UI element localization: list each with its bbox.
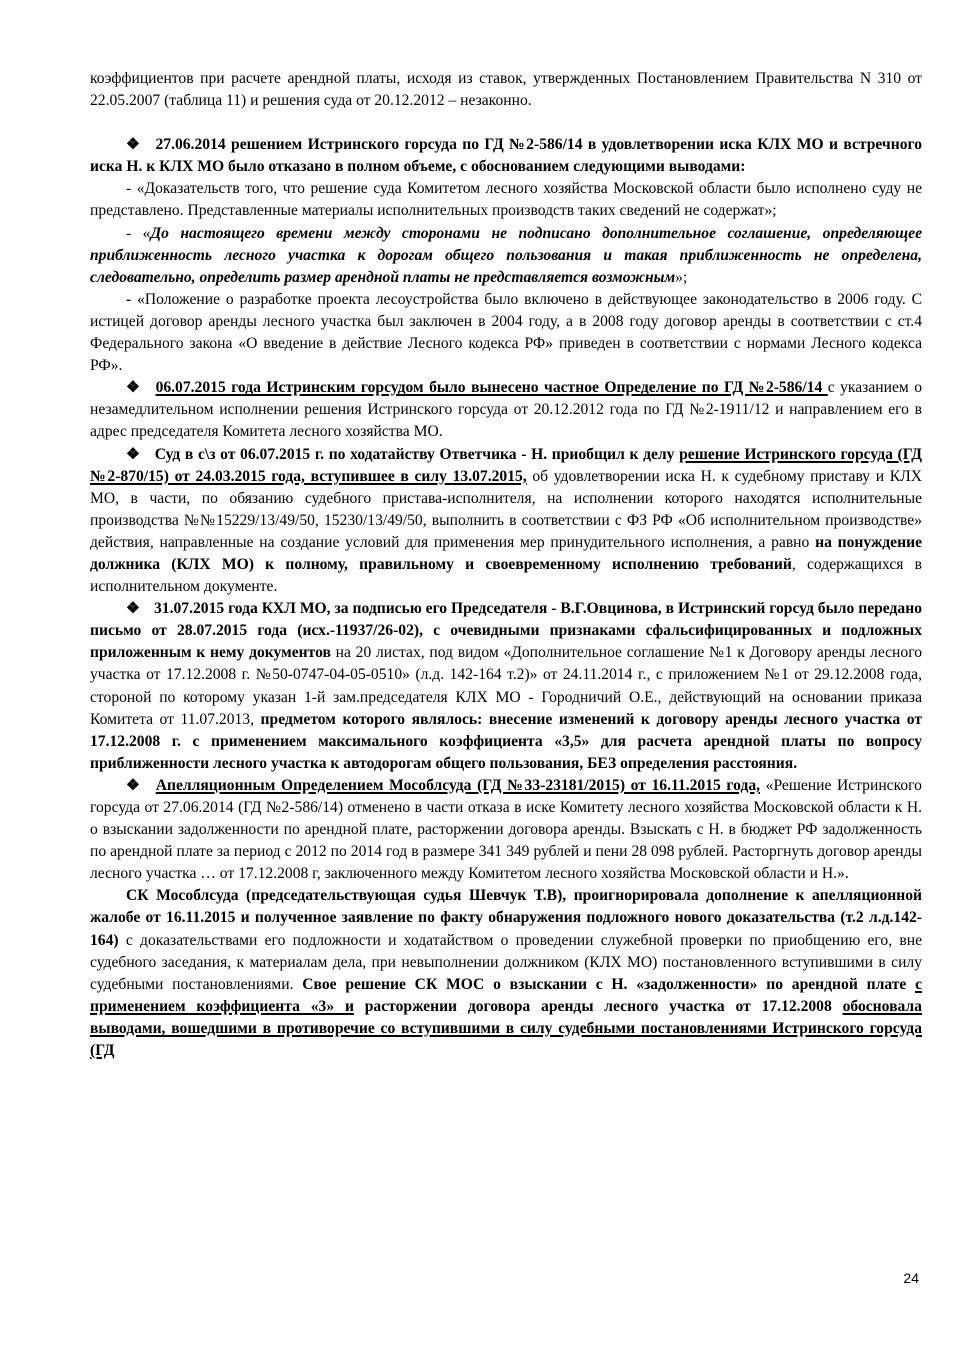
text: - «Доказательств того, что решение суда Комитетом лесного хозяйства Московской области было исполнено суду не представлено. Представленные материалы исполнительных производств таких сведений не содержат»; [90, 180, 922, 220]
paragraph-appeal [90, 775, 922, 885]
text-bold: Свое решение СК МОС о взыскании с Н. «задолженности» по арендной плате [302, 975, 916, 993]
text-bold-underline: решение Истринского горсуда (ГД №2-870/15) от 24.03.2015 года, вступившее в силу 13.07.2015, [90, 445, 922, 485]
diamond-bullet-icon: ❖ [126, 600, 140, 618]
paragraph-sk-mosoblsud [90, 885, 922, 1062]
text: коэффициентов при расчете арендной платы, исходя из ставок, утвержденных Постановлением Правительства N 310 от 22.05.2007 (таблица 11) и решения суда от 20.12.2012 – незаконно. [90, 70, 922, 110]
paragraph-quote-2 [90, 223, 922, 289]
paragraph-court-session [90, 444, 922, 599]
text-bold-underline: 06.07.2015 года Истринским горсудом было вынесено частное Определение по ГД №2-586/14 [155, 379, 828, 397]
text-bold: 27.06.2014 решением Истринского горсуда по ГД №2-586/14 в удовлетворении иска КЛХ МО и встречного иска Н. к КЛХ МО было отказано в полном объеме, с обоснованием следующими выводами: [90, 136, 922, 176]
paragraph-letter [90, 598, 922, 775]
text-bold: расторжении договора аренды лесного участка от 17.12.2008 [353, 997, 843, 1015]
paragraph-private-ruling [90, 377, 922, 443]
diamond-bullet-icon: ❖ [126, 136, 142, 154]
text-bold-underline: обосновала выводами, вошедшими в противоречие со вступившими в силу судебными постановлениями Истринского горсуда (ГД [90, 997, 922, 1060]
paragraph-continuation [90, 68, 922, 112]
text: «Решение Истринского горсуда от 27.06.2014 (ГД №2-586/14) отменено в части отказа в иске Комитету лесного хозяйства Московской области к Н. о взыскании задолженности по арендной плате, расторжении договора аренды. Взыскать с Н. в бюджет РФ задолженность по арендной плате за период с 2012 по 2014 год в размере 341 349 рублей и пени 28 098 рублей. Расторгнуть договор аренды лесного участка … от 17.12.2008 г, заключенного между Комитетом лесного хозяйства Московской области и Н.». [90, 776, 922, 883]
blank-line [90, 112, 922, 134]
text: на 20 листах, под видом «Дополнительное соглашение №1 к Договору аренды лесного участка от 17.12.2008 г. №50-0747-04-05-0510» (л.д. 142-164 т.2)» от 24.11.2014 г., с приложением №1 от 29.12.2008 года, стороной по которому указан 1-й зам.председателя КЛХ МО - Городничий О.Е., действующий на основании приказа Комитета от 11.07.2013, [90, 644, 922, 728]
text-bold-underline: Апелляционным Определением Мособлсуда (ГД №33-23181/2015) от 16.11.2015 года, [155, 776, 761, 794]
text: »; [675, 268, 688, 286]
text-bold-italic: До настоящего времени между сторонами не подписано дополнительное соглашение, определяющее приближенность лесного участка к дорогам общего пользования и такая приближенность не определена, следовательно, определить размер арендной платы не представляется возможным [90, 224, 922, 286]
text-bold: СК Мособлсуда (председательствующая судья Шевчук Т.В), проигнорировала дополнение к апелляционной жалобе от 16.11.2015 и полученное заявление по факту обнаружения подложного нового доказательства (т.2 л.д.142-164) [90, 887, 922, 949]
text: - « [126, 224, 151, 242]
paragraph-quote-1 [90, 178, 922, 222]
paragraph-ruling-2014 [90, 134, 922, 178]
text-bold: на понуждение должника (КЛХ МО) к полному, правильному и своевременному исполнению требований [90, 533, 922, 573]
diamond-bullet-icon: ❖ [126, 379, 142, 397]
text: с указанием о незамедлительном исполнении решения Истринского горсуда от 20.12.2012 года по ГД №2-1911/12 и направлением его в адрес председателя Комитета лесного хозяйства МО. [90, 379, 923, 441]
text-bold-underline: с применением коэффициента «3» и [90, 975, 922, 1015]
document-body [90, 68, 922, 1062]
paragraph-quote-3 [90, 289, 922, 377]
diamond-bullet-icon: ❖ [126, 445, 141, 463]
text: с доказательствами его подложности и ходатайством о проведении служебной проверки по приобщению его, вне судебного заседания, к материалам дела, при невыполнении должником (КЛХ МО) постановленного вступившими в силу судебными постановлениями. [90, 931, 922, 993]
text: «Положение о разработке проекта лесоустройства было включено в действующее законодательство в 2006 году. С истицей договор аренды лесного участка был заключен в 2004 году, а в 2008 году договор аренды в соответствии с ст.4 Федерального закона «О введение в действие Лесного кодекса РФ» приведен в соответствии с нормами Лесного кодекса РФ». [90, 290, 922, 375]
page-number: 24 [903, 1270, 919, 1286]
text-bold: - [126, 290, 132, 308]
text: об удовлетворении иска Н. к судебному приставу и КЛХ МО, в части, по обязанию судебного пристава-исполнителя, на исполнении которого находятся исполнительные производства №№15229/13/49/50, 15230/13/49/50, выполнить в соответствии с ФЗ РФ «Об исполнительном производстве» действия, направленные на создание условий для применения мер принудительного исполнения, а равно [90, 467, 922, 551]
text: , содержащихся в исполнительном документе. [90, 555, 923, 596]
text-bold: Суд в с\з от 06.07.2015 г. по ходатайству Ответчика - Н. приобщил к делу [154, 445, 680, 463]
diamond-bullet-icon: ❖ [126, 776, 142, 794]
text-bold: предметом которого являлось: внесение изменений к договору аренды лесного участка от 17.12.2008 г. с применением максимального коэффициента «3,5» для расчета арендной платы по вопросу приближенности лесного участка к автодорогам общего пользования, БЕЗ определения расстояния. [90, 710, 923, 772]
text-bold: 31.07.2015 года КХЛ МО, за подписью его Председателя - В.Г.Овцинова, в Истринский горсуд было передано письмо от 28.07.2015 года (исх.-11937/26-02), с очевидными признаками сфальсифицированных и подложных приложенным к нему документов [90, 600, 922, 662]
